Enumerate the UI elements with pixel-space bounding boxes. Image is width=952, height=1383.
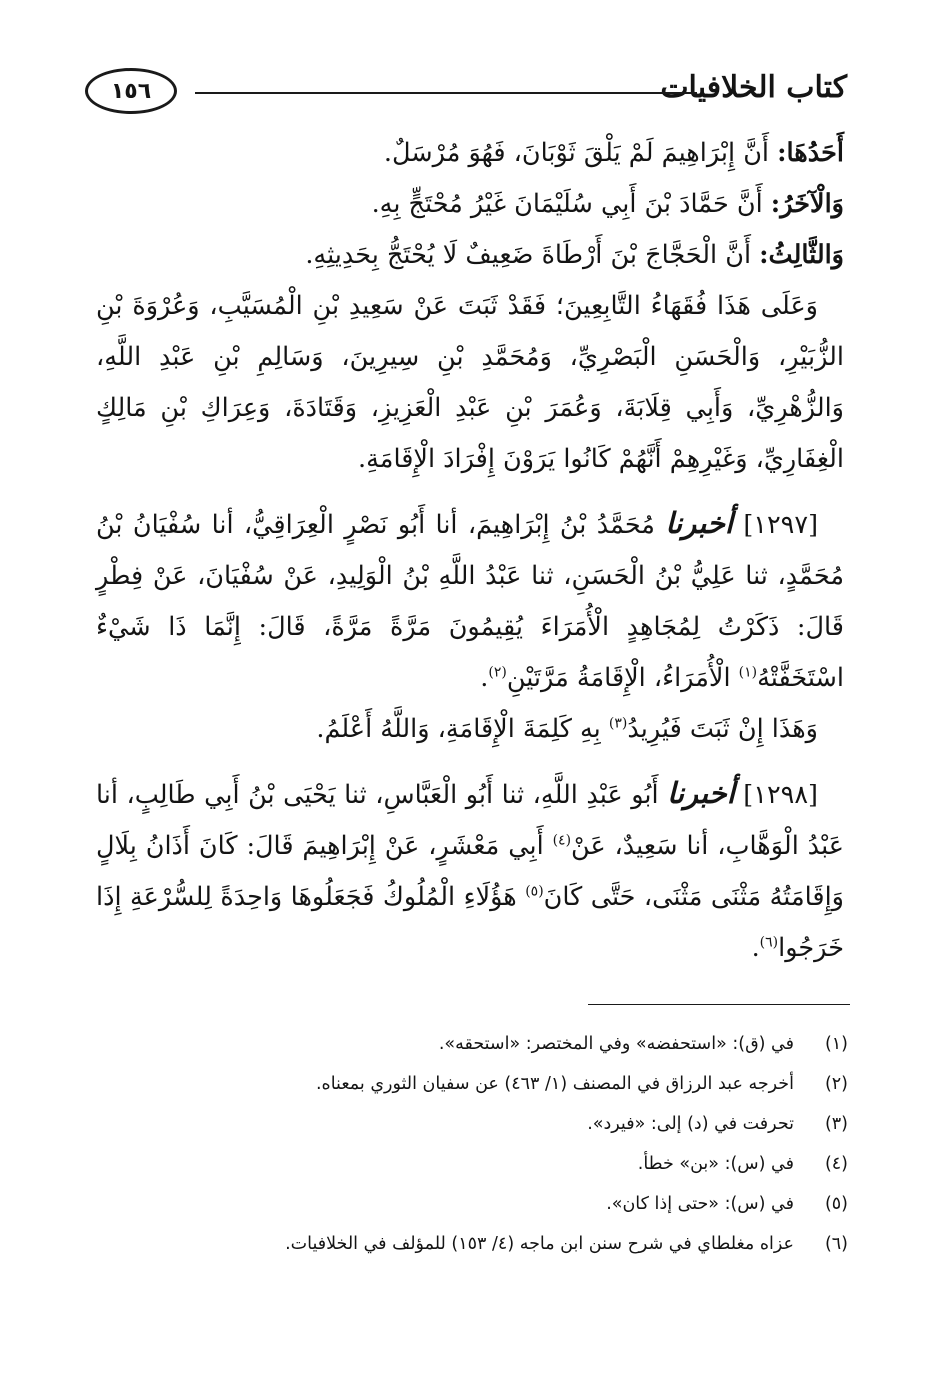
- akhbarana-word: أخبرنا: [667, 776, 735, 810]
- lead-word: أَحَدُهَا:: [777, 138, 844, 168]
- footnote-ref[interactable]: (٤): [552, 832, 572, 849]
- footnote-number: (٢): [824, 1074, 848, 1094]
- hadith-text: الْأُمَرَاءُ، الْإِقَامَةُ مَرَّتَيْنِ: [506, 663, 731, 693]
- footnote-number: (٥): [824, 1194, 848, 1214]
- paragraph-second-reason: [96, 179, 844, 230]
- footnote-item: [108, 1144, 848, 1184]
- header-rule: [195, 92, 697, 94]
- comment-text: وَهَذَا إِنْ ثَبَتَ فَيُرِيدُ: [627, 714, 818, 744]
- hadith-number: [١٢٩٧]: [743, 510, 819, 540]
- page-number: ١٥٦: [110, 78, 152, 104]
- hadith-text: أَبُو عَبْدِ اللَّهِ، ثنا أَبُو الْعَبَّاسِ، ثنا يَحْيَى بْنُ أَبِي طَالِبٍ، أنا عَبْدُ الْوَهَّابِ، أنا سَعِيدٌ، عَنْ: [96, 780, 844, 861]
- book-title: كتاب الخلافيات: [660, 70, 847, 105]
- paragraph-tabiin: وَعَلَى هَذَا فُقَهَاءُ التَّابِعِينَ؛ فَقَدْ ثَبَتَ عَنْ سَعِيدِ بْنِ الْمُسَيَّبِ، وَعُرْوَةَ بْنِ الزُّبَيْرِ، وَالْحَسَنِ الْبَصْرِيِّ، وَمُحَمَّدِ بْنِ سِيرِينَ، وَسَالِمِ بْنِ عَبْدِ اللَّهِ، وَالزُّهْرِيِّ، وَأَبِي قِلَابَةَ، وَعُمَرَ بْنِ عَبْدِ الْعَزِيزِ، وَقَتَادَةَ، وَعِرَاكِ بْنِ مَالِكٍ الْغِفَارِيِّ، وَغَيْرِهِمْ أَنَّهُمْ كَانُوا يَرَوْنَ إِفْرَادَ الْإِقَامَةِ.: [96, 291, 844, 474]
- footnote-ref[interactable]: (٦): [759, 934, 779, 951]
- hadith-text: مُحَمَّدُ بْنُ إِبْرَاهِيمَ، أنا أَبُو نَصْرٍ الْعِرَاقِيُّ، أنا سُفْيَانُ بْنُ مُحَمَّدٍ، ثنا عَلِيُّ بْنُ الْحَسَنِ، ثنا عَبْدُ اللَّهِ بْنُ الْوَلِيدِ، عَنْ سُفْيَانَ، عَنْ فِطْرٍ قَالَ: ذَكَرْتُ لِمُجَاهِدٍ الْأُمَرَاءَ يُقِيمُونَ مَرَّةً مَرَّةً، قَالَ: إِنَّمَا ذَا شَيْءٌ اسْتَخَفَّتْهُ: [96, 510, 844, 693]
- footnote-text: في (س): «بن» خطأ.: [637, 1154, 794, 1174]
- footnote-ref[interactable]: (٥): [525, 883, 544, 900]
- paragraph-first-reason: [96, 128, 844, 179]
- main-text: [96, 128, 844, 974]
- footnote-item: [108, 1224, 848, 1264]
- footnote-separator: [588, 1004, 850, 1005]
- lead-word: وَالْآخَرُ:: [770, 189, 844, 219]
- footnote-ref[interactable]: (١): [738, 664, 758, 681]
- footnote-text: عزاه مغلطاي في شرح سنن ابن ماجه (٤/ ١٥٣) للمؤلف في الخلافيات.: [285, 1234, 794, 1254]
- footnote-ref[interactable]: (٢): [488, 664, 507, 681]
- running-header: [85, 62, 847, 122]
- footnote-text: أخرجه عبد الرزاق في المصنف (١/ ٤٦٣) عن سفيان الثوري بمعناه.: [315, 1074, 794, 1094]
- hadith-1297: [96, 498, 844, 704]
- footnote-ref[interactable]: (٣): [608, 715, 628, 732]
- footnote-item: [108, 1104, 848, 1144]
- footnote-text: في (س): «حتى إذا كان».: [606, 1194, 794, 1214]
- footnote-item: [108, 1024, 848, 1064]
- hadith-text-end: .: [480, 663, 489, 693]
- footnote-text: تحرفت في (د) إلى: «فيرد».: [587, 1114, 794, 1134]
- footnote-text: في (ق): «استحفضه» وفي المختصر: «استحقه».: [438, 1034, 794, 1054]
- footnote-number: (٦): [824, 1234, 848, 1254]
- paragraph-comment: [96, 704, 844, 755]
- comment-text: بِهِ كَلِمَةَ الْإِقَامَةِ، وَاللَّهُ أَعْلَمُ.: [316, 714, 601, 744]
- footnote-number: (١): [824, 1034, 848, 1054]
- footnote-number: (٣): [824, 1114, 848, 1134]
- hadith-1298: [96, 768, 844, 974]
- hadith-text: أَبِي مَعْشَرٍ، عَنْ إِبْرَاهِيمَ قَالَ: كَانَ أَذَانُ بِلَالٍ وَإِقَامَتُهُ مَثْنَى مَثْنَى، حَتَّى كَانَ: [96, 831, 844, 912]
- paragraph-text: أَنَّ إِبْرَاهِيمَ لَمْ يَلْقَ ثَوْبَانَ، فَهُوَ مُرْسَلٌ.: [383, 138, 770, 168]
- hadith-text-end: .: [751, 933, 760, 963]
- paragraph-text: أَنَّ الْحَجَّاجَ بْنَ أَرْطَاةَ ضَعِيفٌ لَا يُحْتَجُّ بِحَدِيثِهِ.: [305, 240, 752, 270]
- footnote-number: (٤): [824, 1154, 848, 1174]
- paragraph-text: أَنَّ حَمَّادَ بْنَ أَبِي سُلَيْمَانَ غَيْرُ مُحْتَجٍّ بِهِ.: [371, 189, 763, 219]
- hadith-text: هَؤُلَاءِ الْمُلُوكُ فَجَعَلُوهَا وَاحِدَةً لِلسُّرْعَةِ إِذَا خَرَجُوا: [96, 882, 844, 963]
- hadith-number: [١٢٩٨]: [743, 780, 818, 810]
- page-number-oval: [85, 68, 177, 114]
- paragraph-third-reason: [96, 230, 844, 281]
- footnotes: [108, 1024, 848, 1264]
- footnote-item: [108, 1064, 848, 1104]
- footnote-item: [108, 1184, 848, 1224]
- akhbarana-word: أخبرنا: [665, 506, 733, 540]
- lead-word: وَالثَّالِثُ:: [759, 240, 844, 270]
